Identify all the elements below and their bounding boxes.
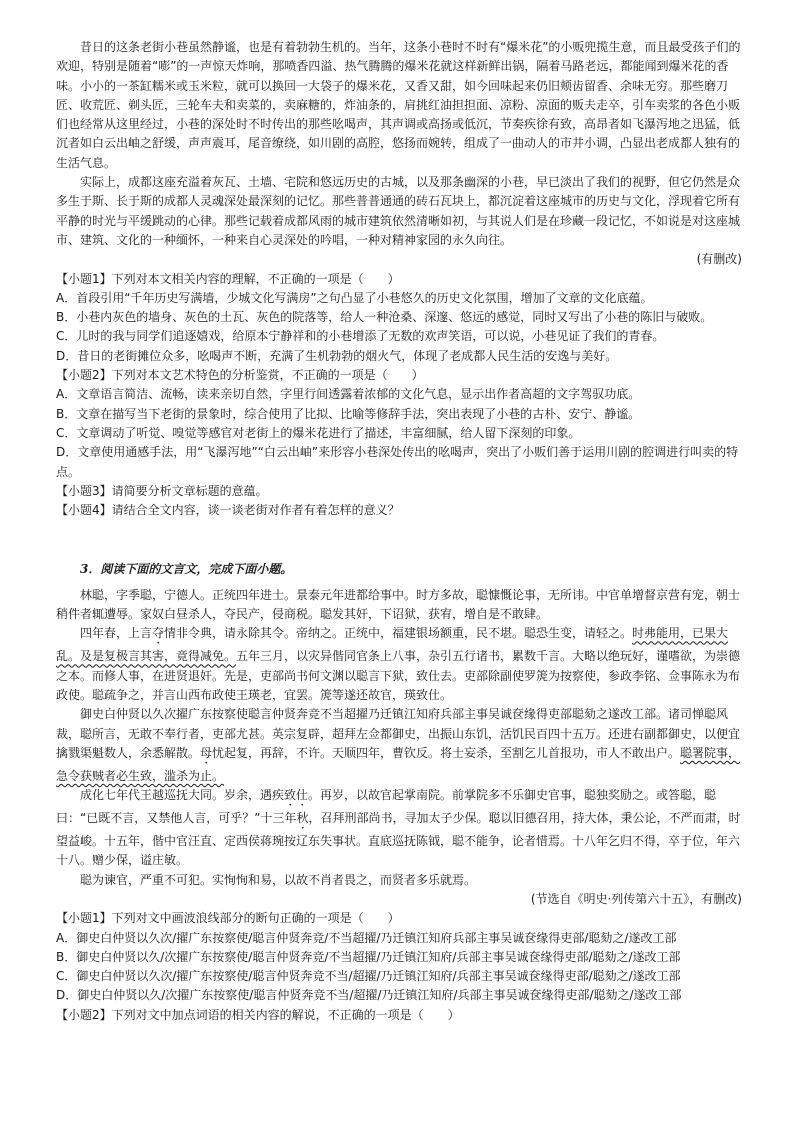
wavy-underlined-text: 聪署院事，急令获贼者必生致，滥杀为止。 (56, 745, 741, 783)
question-2 (56, 366, 742, 482)
option-d: D．昔日的老街摊位众多，吆喝声不断，充满了生机勃勃的烟火气，体现了老成都人民生活的安逸与美好。 (56, 348, 618, 363)
text-run: 五年三月，以灾异偕同官条上八事，杂引五行诸书，累数千言。大略以绝玩好，谨嗜欲，为崇德之本。而修人事，在进贤退奸。先是，吏部尚书何文渊以聪言下狱，致仕去。吏部除副使罗箎为按察使，参政李铭、佥事陈永为布政使。聪疏争之，并言山西布政使王瑛老，宜罢。箎等遂还故官，瑛致仕。 (56, 649, 741, 702)
question-4-stem: 【小题4】请结合全文内容，谈一谈老街对作者有着怎样的意义？ (56, 503, 400, 518)
question-stem: 【小题1】下列对文中画波浪线部分的断句正确的一项是（ ） (56, 911, 400, 926)
section-spacer (56, 520, 742, 560)
text-run: 情非令典，请永除其令。帝纳之。正统中，福建银场额重，民不堪。聪恐生变，请轻之。 (164, 626, 633, 641)
text-run: 御史白仲贤以久次擢广东按察使聪言仲贤奔竞不当超擢乃迁镇江知府兵部主事吴诚奁缘得吏部聪劾之遂改工部。诸司惮聪风裁，聪所言，无敢不奉行者，吏部尤甚。英宗复辟，超拜左佥都御史，出振山东饥，活饥民百四十五万。还进右副都御史，以便宜擒戮渠魁数人，余悉解散。 (56, 707, 741, 760)
text-run: 成化七年代王越巡抚大同。岁余，遇疾 (80, 788, 285, 803)
classical-question-1 (56, 909, 742, 1005)
text-run: 四年春，上言 (80, 626, 153, 641)
dotted-word: 秋 (296, 811, 309, 826)
option-d: D．文章使用通感手法，用“飞瀑泻地”“白云出岫”来形容小巷深处传出的吆喝声，突出了小贩们善于运用川剧的腔调进行叫卖的特点。 (56, 445, 739, 479)
classical-paragraph-5: 聪为谏官，严重不可犯。实恂恂和易，以故不肖者畏之，而贤者多乐就焉。 (80, 872, 477, 887)
question-3-stem: 【小题3】请简要分析文章标题的意蕴。 (56, 483, 268, 498)
option-c: C．文章调动了听觉、嗅觉等感官对老街上的爆米花进行了描述，丰富细腻，给人留下深刻的印象。 (56, 425, 581, 440)
dotted-word: 夺 (152, 626, 165, 641)
dotted-word: 母 (200, 745, 213, 760)
passage-paragraph-2: 实际上，成都这座充溢着灰瓦、土墙、宅院和悠远历史的古城，以及那条幽深的小巷，早已淡出了我们的视野，但它仍然是众多生于斯、长于斯的成都人灵魂深处最深刻的记忆。那些普普通通的砖石瓦块上，都沉淀着这座城市的历史与文化，浮现着它所有平静的时光与平缓跳动的心律。那些记载着成都风雨的城市建筑依然清晰如初，与其说人们是在珍藏一段记忆，不如说是对这座城市、建筑、文化的一种缅怀，一种来自心灵深处的吟唱，一种对精神家园的永久向往。 (56, 175, 741, 247)
option-a: A．首段引用“千年历史写满墙，少城文化写满房”之句凸显了小巷悠久的历史文化氛围，增加了文章的文化底蕴。 (56, 290, 653, 305)
text-run: ，召拜刑部尚书，寻加太子少保。聪以旧德召用，持大体，秉公论，不严而肃，时望益峻。十五年，偕中官汪直、定西侯蒋琬按辽东失事状。直底巡抚陈钺，聪不能争，论者惜焉。十八年乞归不得，卒于位，年六十八。赠少保，谥庄敏。 (56, 811, 741, 868)
section-heading: 3．阅读下面的文言文，完成下面小题。 (80, 562, 293, 577)
option-b: B．小巷内灰色的墙身、灰色的土瓦、灰色的院落等，给人一种沧桑、深邃、悠远的感觉，同时又写出了小巷的陈旧与破败。 (56, 310, 713, 325)
source-note: (节选自《明史·列传第六十五》，有删改) (530, 891, 742, 906)
classical-paragraph-3 (56, 705, 742, 786)
modern-reading-passage (56, 38, 742, 270)
dotted-word: 致仕 (284, 788, 309, 803)
text-run: 忧起复，再辞，不许。天顺四年，曹钦反。将士妄杀，至割乞儿首报功，市人不敢出户。 (212, 745, 681, 760)
classical-paragraph-2 (56, 624, 742, 705)
option-a: A．御史白仲贤以久次/擢广东按察使/聪言仲贤奔竞/不当超擢/乃迁镇江知府兵部主事吴诚奁缘得吏部/聪劾之/遂改工部 (56, 930, 677, 945)
source-note: (有删改) (696, 252, 742, 267)
classical-chinese-passage (56, 560, 742, 909)
option-b: B．文章在描写当下老街的景象时，综合使用了比拟、比喻等修辞手法，突出表现了小巷的古朴、安宁、静谧。 (56, 406, 641, 421)
classical-paragraph-4 (56, 786, 742, 871)
question-stem: 【小题1】下列对本文相关内容的理解，不正确的一项是（ ） (56, 271, 400, 286)
question-stem: 【小题2】下列对本文艺术特色的分析鉴赏，不正确的一项是（ ） (56, 368, 424, 383)
option-b: B．御史白仲贤以久/次擢广东按察使/聪言仲贤奔竞/不当超擢/乃迁镇江知府/兵部主事吴诚奁缘得吏部/聪劾之/遂改工部 (56, 949, 681, 964)
classical-question-2-stem: 【小题2】下列对文中加点词语的相关内容的解说，不正确的一项是（ ） (56, 1007, 460, 1022)
passage-paragraph-1: 昔日的这条老街小巷虽然静谧，也是有着勃勃生机的。当年，这条小巷时不时有“爆米花”的小贩兜揽生意，而且最受孩子们的欢迎，特别是随着“嘭”的一声惊天炸响，那喷香四溢、热气腾腾的爆米花就这样新鲜出锅，隔着马路老远，都能闻到爆米花的香味。小小的一茶缸糯米或玉米粒，就可以换回一大袋子的爆米花，又香又甜，如今回味起来仍旧颊齿留香、余味无穷。那些磨刀匠、收荒匠、剃头匠，三轮车夫和卖菜的，卖麻糖的，炸油条的，肩挑红油担担面、凉粉、凉面的贩夫走卒，引车卖浆的各色小贩们也经常从这里经过，小巷的深处时不时传出的那些吆喝声，其声调或高扬或低沉，节奏疾徐有致，高昂者如飞瀑泻地之迅猛，低沉者如白云出岫之舒缓，声声震耳，尾音缭绕，如川剧的高腔，悠扬而婉转，组成了一曲动人的市井小调，凸显出老成都人独有的生活气息。 (56, 40, 741, 170)
question-1 (56, 270, 742, 366)
wavy-underlined-text: 时弗能用，已果大乱。及是复极言其害，竟得减免。 (56, 626, 729, 664)
classical-paragraph-1: 林聪，字季聪，宁德人。正统四年进士。景泰元年进都给事中。时方多故，聪慷慨论事，无所讳。中官单增督京营有宠，朝士稍件者辄遭辱。家奴白昼杀人，夺民产，侵商税。聪发其奸，下诏狱，获宥，增自是不敢肆。 (56, 587, 741, 622)
option-d: D．御史白仲贤以久/次擢广东按察使/聪言仲贤奔竞不当/超擢/乃迁镇江知府/兵部主事吴诚奁缘得吏部/聪劾之/遂改工部 (56, 988, 682, 1003)
option-a: A．文章语言简洁、流畅，读来亲切自然，字里行间透露着浓郁的文化气息，显示出作者高超的文字驾驭功底。 (56, 387, 641, 402)
text-run: 。再岁，以故官起掌南院。前掌院多不乐御史官事，聪独奖励之。或答聪，聪曰：“已既不言，又禁他人言，可乎？”十三年 (56, 788, 717, 826)
option-c: C．御史白仲贤以久次/擢广东按察使/聪言仲贤奔竞不当/超擢/乃迁镇江知府/兵部主事吴诚奁缘得吏部/聪劾之/遂改工部 (56, 969, 681, 984)
option-c: C．儿时的我与同学们追逐嬉戏，给原本宁静祥和的小巷增添了无数的欢声笑语，可以说，小巷见证了我们的青春。 (56, 329, 665, 344)
